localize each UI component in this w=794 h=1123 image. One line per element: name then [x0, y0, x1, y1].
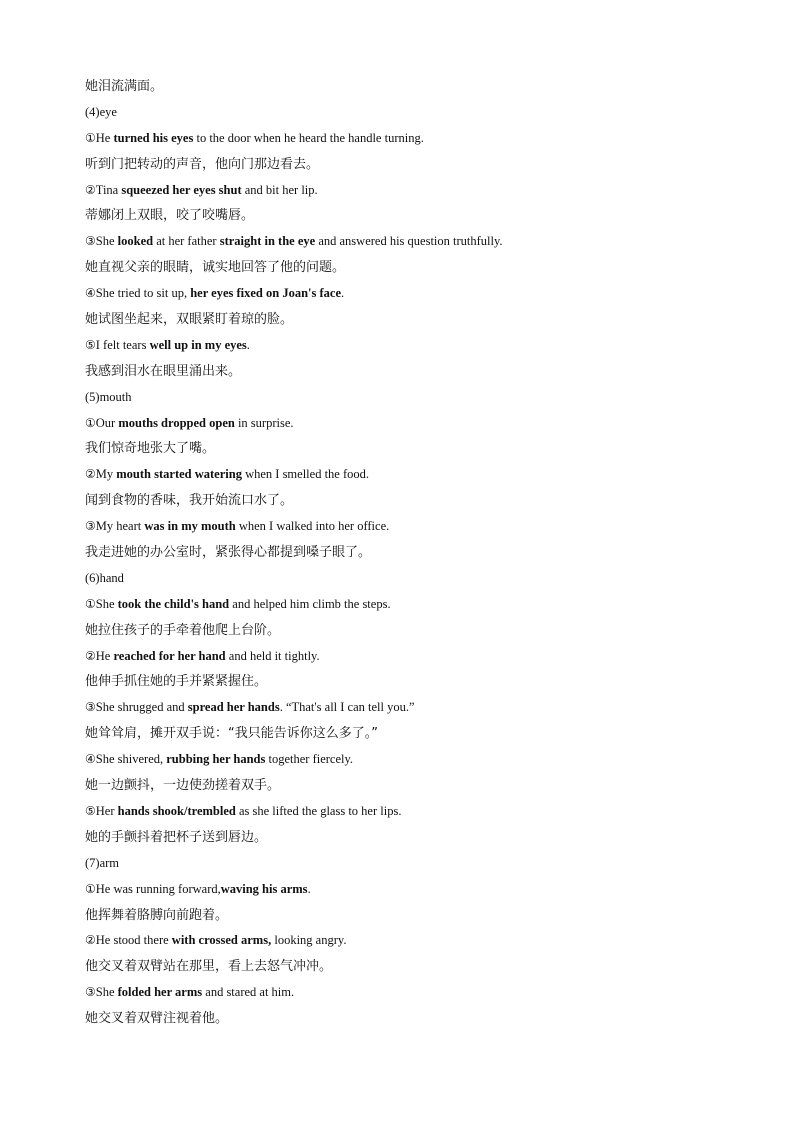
example-sentence: [85, 980, 725, 1006]
sentence-text: Our: [95, 415, 119, 430]
key-phrase: took the child's hand: [117, 596, 230, 611]
key-phrase: mouth started watering: [116, 467, 242, 482]
example-sentence: [85, 178, 725, 204]
sentence-text: She tried to sit up,: [95, 286, 191, 301]
sentence-text: together fiercely.: [265, 752, 354, 767]
example-sentence: [85, 514, 725, 540]
sentence-text: and stared at him.: [202, 985, 295, 1000]
sentence-text: when I walked into her office.: [235, 519, 390, 534]
item-number: ②: [85, 182, 96, 197]
sentence-text: She: [95, 985, 118, 1000]
example-sentence: [85, 747, 725, 773]
section-heading: (4)eye: [85, 104, 117, 119]
sentence-text: when I smelled the food.: [241, 467, 370, 482]
sentence-text: Her: [95, 803, 118, 818]
item-number: ⑤: [85, 337, 96, 352]
sentence-text: and helped him climb the steps.: [229, 596, 391, 611]
sentence-text: Tina: [95, 182, 122, 197]
chinese-translation: 她耸耸肩，摊开双手说：“我只能告诉你这么多了。”: [85, 726, 378, 742]
example-sentence: [85, 333, 725, 359]
sentence-text: as she lifted the glass to her lips.: [235, 803, 402, 818]
item-number: ③: [85, 234, 96, 249]
key-phrase: was in my mouth: [144, 519, 236, 534]
sentence-text: .: [246, 337, 250, 352]
chinese-translation: 闻到食物的香味，我开始流口水了。: [85, 493, 294, 509]
key-phrase: spread her hands: [187, 700, 280, 715]
item-number: ③: [85, 985, 96, 1000]
key-phrase: straight in the eye: [219, 234, 316, 249]
sentence-text: He stood there: [95, 933, 172, 948]
example-sentence: [85, 877, 725, 903]
chinese-translation: 她直视父亲的眼睛，诚实地回答了他的问题。: [85, 260, 346, 276]
chinese-translation: 听到门把转动的声音，他向门那边看去。: [85, 156, 320, 172]
sentence-text: He: [95, 130, 114, 145]
item-number: ②: [85, 933, 96, 948]
sentence-text: and held it tightly.: [225, 648, 320, 663]
item-number: ⑤: [85, 803, 96, 818]
example-sentence: [85, 411, 725, 437]
key-phrase: rubbing her hands: [166, 752, 266, 767]
sentence-text: in surprise.: [234, 415, 294, 430]
sentence-text: My: [95, 467, 117, 482]
example-sentence: [85, 281, 725, 307]
item-number: ③: [85, 519, 96, 534]
key-phrase: reached for her hand: [113, 648, 226, 663]
item-number: ①: [85, 881, 96, 896]
example-sentence: [85, 229, 725, 255]
sentence-text: looking angry.: [271, 933, 347, 948]
item-number: ②: [85, 648, 96, 663]
example-sentence: [85, 126, 725, 152]
key-phrase: well up in my eyes: [149, 337, 247, 352]
item-number: ①: [85, 415, 96, 430]
key-phrase: waving his arms: [220, 881, 308, 896]
chinese-translation: 他伸手抓住她的手并紧紧握住。: [85, 674, 268, 690]
key-phrase: mouths dropped open: [118, 415, 235, 430]
key-phrase: with crossed arms,: [171, 933, 272, 948]
key-phrase: folded her arms: [117, 985, 203, 1000]
sentence-text: .: [307, 881, 311, 896]
chinese-translation: 她一边颤抖，一边使劲搓着双手。: [85, 778, 281, 794]
section-heading: (5)mouth: [85, 389, 132, 404]
section-heading: (6)hand: [85, 570, 124, 585]
sentence-text: at her father: [153, 234, 220, 249]
sentence-text: I felt tears: [95, 337, 150, 352]
example-sentence: [85, 644, 725, 670]
sentence-text: She: [95, 234, 118, 249]
item-number: ③: [85, 700, 96, 715]
example-sentence: [85, 799, 725, 825]
item-number: ②: [85, 467, 96, 482]
sentence-text: to the door when he heard the handle turning.: [193, 130, 424, 145]
chinese-translation: 他交叉着双臂站在那里，看上去怒气冲冲。: [85, 959, 333, 975]
example-sentence: [85, 592, 725, 618]
chinese-translation: 我感到泪水在眼里涌出来。: [85, 363, 242, 379]
chinese-translation: 她拉住孩子的手牵着他爬上台阶。: [85, 622, 281, 638]
item-number: ①: [85, 130, 96, 145]
key-phrase: her eyes fixed on Joan's face: [190, 286, 342, 301]
key-phrase: hands shook/trembled: [117, 803, 236, 818]
document-body: [85, 74, 725, 1032]
chinese-translation: 他挥舞着胳膊向前跑着。: [85, 907, 229, 923]
sentence-text: She shrugged and: [95, 700, 188, 715]
chinese-translation: 她的手颤抖着把杯子送到唇边。: [85, 829, 268, 845]
example-sentence: [85, 928, 725, 954]
sentence-text: My heart: [95, 519, 145, 534]
key-phrase: turned his eyes: [113, 130, 194, 145]
section-heading: (7)arm: [85, 855, 120, 870]
item-number: ④: [85, 286, 96, 301]
key-phrase: squeezed her eyes shut: [121, 182, 242, 197]
sentence-text: He was running forward,: [95, 881, 221, 896]
sentence-text: He: [95, 648, 114, 663]
chinese-translation: 她交叉着双臂注视着他。: [85, 1011, 229, 1027]
example-sentence: [85, 462, 725, 488]
chinese-translation: 她试图坐起来，双眼紧盯着琼的脸。: [85, 312, 294, 328]
key-phrase: looked: [117, 234, 154, 249]
chinese-translation: 她泪流满面。: [85, 79, 164, 94]
sentence-text: and bit her lip.: [241, 182, 318, 197]
chinese-translation: 我走进她的办公室时，紧张得心都提到嗓子眼了。: [85, 545, 372, 561]
chinese-translation: 蒂娜闭上双眼，咬了咬嘴唇。: [85, 208, 255, 224]
sentence-text: . “That's all I can tell you.”: [279, 700, 415, 715]
chinese-translation: 我们惊奇地张大了嘴。: [85, 441, 216, 457]
item-number: ④: [85, 752, 96, 767]
sentence-text: and answered his question truthfully.: [315, 234, 503, 249]
example-sentence: [85, 695, 725, 721]
sentence-text: .: [341, 286, 345, 301]
item-number: ①: [85, 596, 96, 611]
sentence-text: She shivered,: [95, 752, 167, 767]
sentence-text: She: [95, 596, 118, 611]
